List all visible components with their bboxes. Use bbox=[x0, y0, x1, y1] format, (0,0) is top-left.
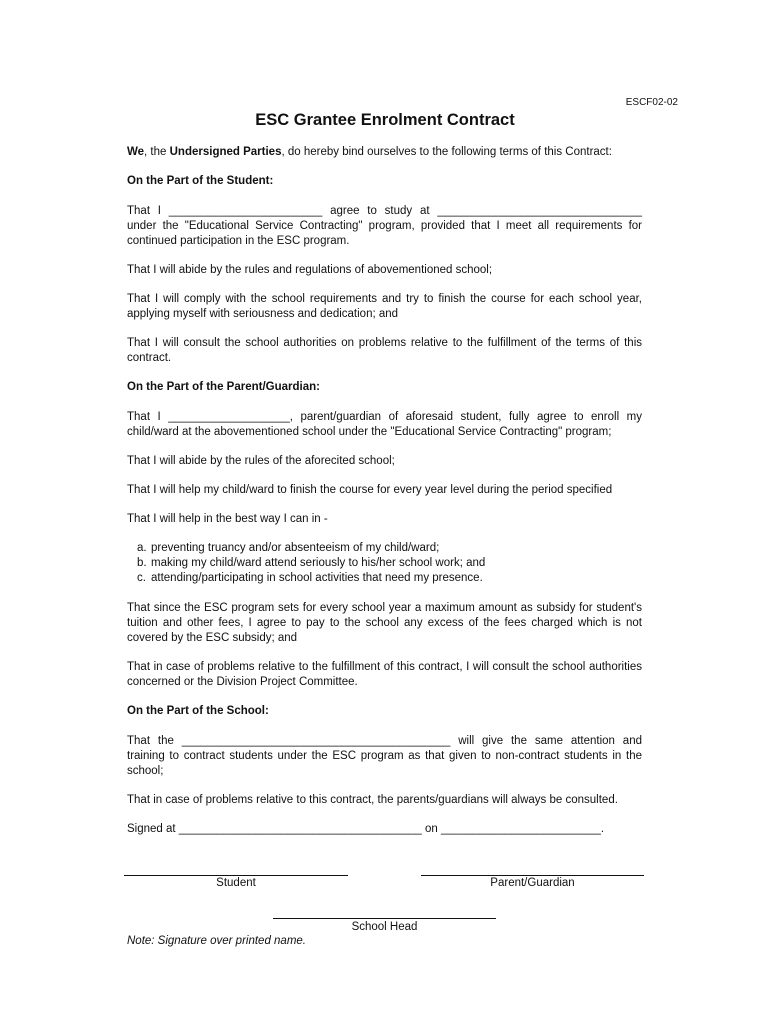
list-item bbox=[137, 541, 642, 556]
student-clause-2: That I will abide by the rules and regulations of abovementioned school; bbox=[127, 264, 493, 276]
page-title: ESC Grantee Enrolment Contract bbox=[255, 111, 515, 129]
list-item bbox=[137, 556, 642, 571]
parent-clause-3: That I will help my child/ward to finish the course for every year level during the period specified bbox=[127, 484, 613, 496]
school-head-signature-line bbox=[273, 918, 496, 919]
list-text: making my child/ward attend seriously to his/her school work; and bbox=[151, 557, 486, 569]
form-code: ESCF02-02 bbox=[625, 97, 678, 108]
parent-clause-1: That I ___________________, parent/guardian of aforesaid student, fully agree to enroll my child/ward at the abovementioned school under the "Educational Service Contracting" program; bbox=[127, 411, 642, 438]
signed-at-line: Signed at ______________________________________ on _________________________. bbox=[127, 823, 605, 835]
intro-parties: Undersigned Parties bbox=[169, 146, 282, 158]
student-signature-label: Student bbox=[216, 877, 256, 889]
student-clause-1: That I ________________________ agree to study at ________________________________ under the "Educational Service Contracting" program, provided that I meet all requirements for continued participation in the ESC program. bbox=[127, 205, 642, 247]
parent-clause-2: That I will abide by the rules of the aforecited school; bbox=[127, 455, 395, 467]
parent-clause-4: That I will help in the best way I can in - bbox=[127, 513, 328, 525]
parent-clause-6: That in case of problems relative to the fulfillment of this contract, I will consult the school authorities concerned or the Division Project Committee. bbox=[127, 661, 642, 688]
intro-paragraph bbox=[127, 145, 642, 160]
list-text: attending/participating in school activities that need my presence. bbox=[151, 572, 483, 584]
list-item bbox=[137, 571, 642, 586]
intro-comma: , the bbox=[144, 146, 170, 158]
list-text: preventing truancy and/or absenteeism of my child/ward; bbox=[151, 542, 440, 554]
school-head-signature-label: School Head bbox=[351, 921, 418, 933]
list-marker: c. bbox=[137, 572, 146, 584]
list-marker: b. bbox=[137, 557, 147, 569]
signature-note: Note: Signature over printed name. bbox=[127, 935, 306, 947]
parent-heading: On the Part of the Parent/Guardian: bbox=[127, 381, 320, 393]
contract-body bbox=[127, 145, 642, 851]
intro-rest: , do hereby bind ourselves to the following terms of this Contract: bbox=[281, 146, 612, 158]
school-clause-1: That the __________________________________________ will give the same attention and training to contract students under the ESC program as that given to non-contract students in the school; bbox=[127, 735, 642, 777]
student-heading: On the Part of the Student: bbox=[127, 175, 274, 187]
parent-signature-label: Parent/Guardian bbox=[490, 877, 575, 889]
parent-help-list bbox=[127, 541, 642, 586]
intro-we: We bbox=[127, 146, 145, 158]
school-heading: On the Part of the School: bbox=[127, 705, 269, 717]
student-clause-4: That I will consult the school authorities on problems relative to the fulfillment of the terms of this contract. bbox=[127, 337, 642, 364]
parent-clause-5: That since the ESC program sets for every school year a maximum amount as subsidy for student's tuition and other fees, I agree to pay to the school any excess of the fees charged which is not covered by the ESC subsidy; and bbox=[127, 602, 642, 644]
school-clause-2: That in case of problems relative to this contract, the parents/guardians will always be consulted. bbox=[127, 794, 618, 806]
list-marker: a. bbox=[137, 542, 147, 554]
student-clause-3: That I will comply with the school requirements and try to finish the course for each school year, applying myself with seriousness and dedication; and bbox=[127, 293, 642, 320]
